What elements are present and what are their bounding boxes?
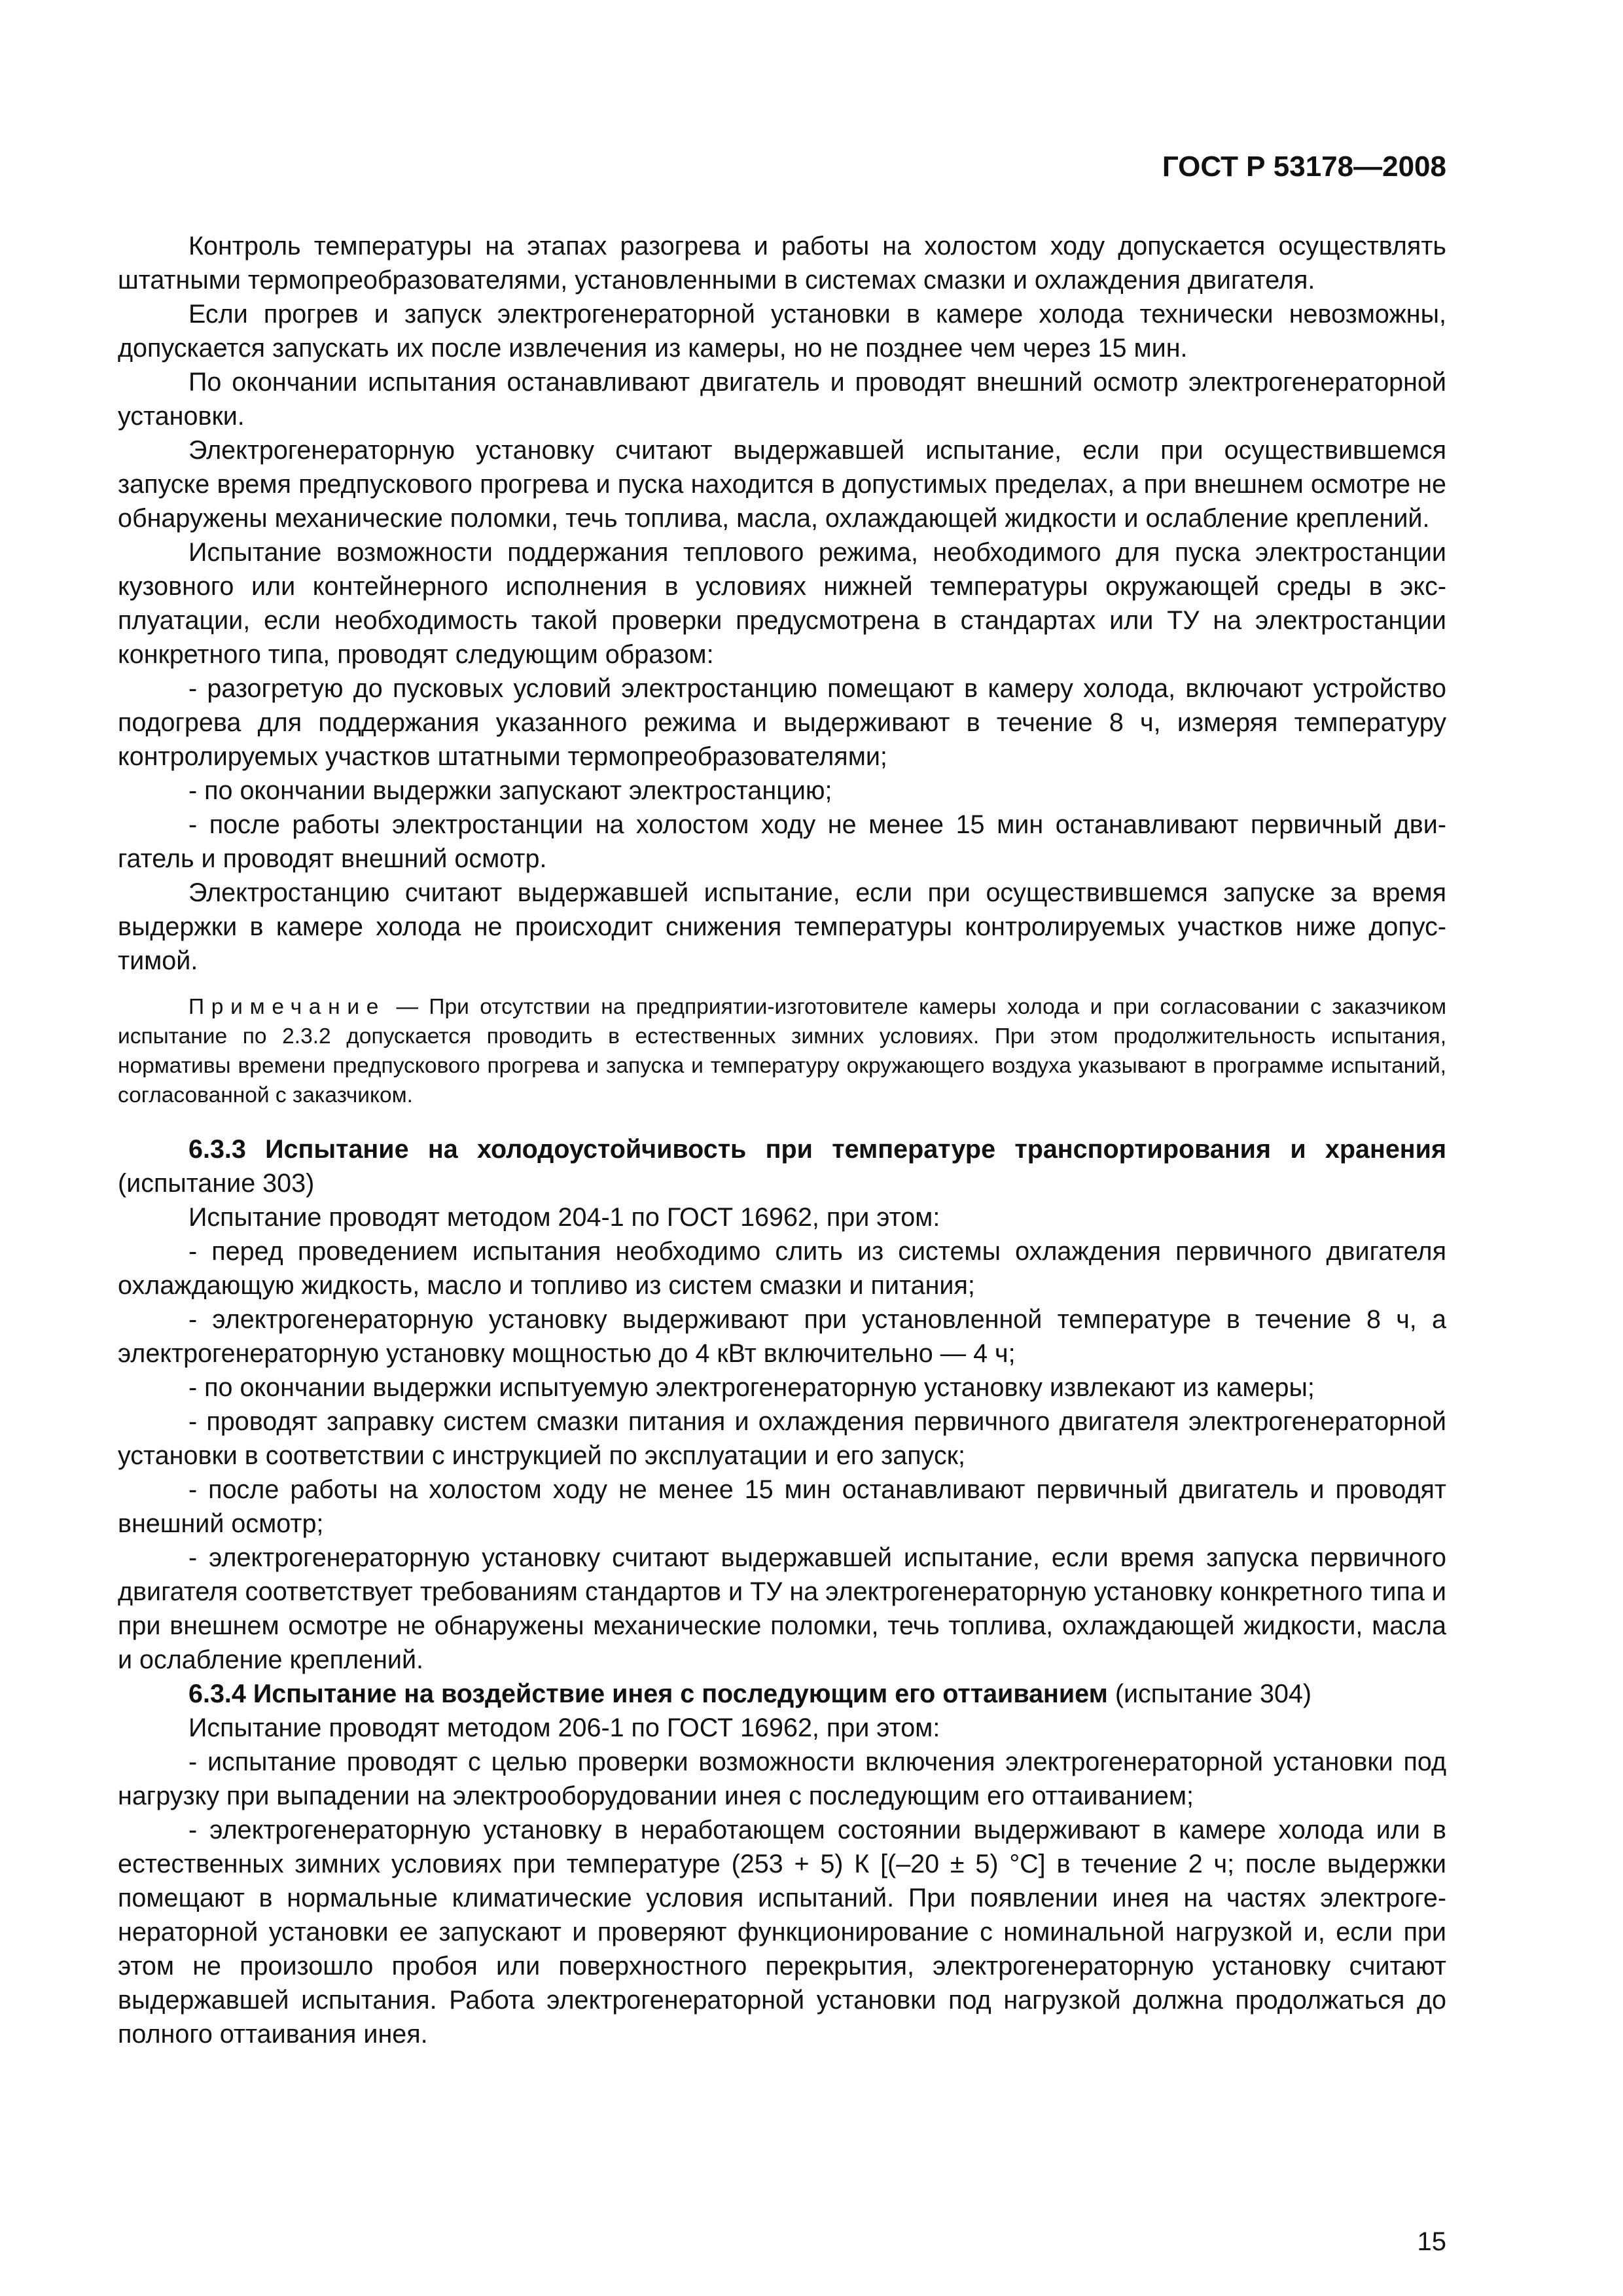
list-item: - испытание проводят с целью проверки возможности включения электрогенераторной установки под нагрузку при выпадении на электрооборудовании инея с последующим его оттаиванием; (118, 1748, 1446, 1810)
list-item: - разогретую до пусковых условий электростанцию помещают в камеру холода, включают устройство подогрева для поддержания указанного режима и выдерживают в течение 8 ч, измеряя температуру контролируемых участков штатными термопреобразователями; (118, 674, 1446, 771)
note-text: — При отсутствии на предприятии-изготовителе камеры холода и при согласовании с заказчиком испытание по 2.3.2 допускается проводить в естественных зимних условиях. При этом продолжительность испытания, нормативы времени предпускового прогрева и запуска и температуру окружающего воздуха указывают в программе испытаний, согласованной с заказчиком. (118, 995, 1446, 1107)
paragraph: Если прогрев и запуск электрогенераторной установки в камере холода технически невозможны, допускается запускать их после извлечения из камеры, но не позднее чем через 15 мин. (118, 300, 1446, 363)
list-item: - после работы на холостом ходу не менее 15 мин останавливают первичный двигатель и проводят внешний осмотр; (118, 1475, 1446, 1538)
page-number: 15 (1417, 2227, 1446, 2256)
paragraph: По окончании испытания останавливают двигатель и проводят внешний осмотр электрогенераторной установки. (118, 368, 1446, 431)
paragraph: Испытание проводят методом 204-1 по ГОСТ 16962, при этом: (188, 1203, 940, 1232)
section-title-suffix: (испытание 303) (118, 1169, 315, 1198)
paragraph: Испытание возможности поддержания теплового режима, необходимого для пуска электростанции кузовного или контейнерного исполнения в условиях нижней температуры окружающей среды в эксплуатации, если необходимость такой проверки предусмотрена в стандартах или ТУ на электростанции конкретного типа, проводят следующим образом: (118, 538, 1446, 669)
document-standard-number: ГОСТ Р 53178—2008 (1162, 151, 1446, 183)
section-heading-6-3-4 (118, 1677, 1446, 1711)
list-item: - по окончании выдержки запускают электростанцию; (188, 776, 832, 805)
list-item: - по окончании выдержки испытуемую электрогенераторную установку извлекают из камеры; (188, 1373, 1315, 1402)
list-item: - после работы электростанции на холостом ходу не менее 15 мин останавливают первичный двигатель и проводят внешний осмотр. (118, 810, 1446, 873)
list-item: - электрогенераторную установку в неработающем состоянии выдерживают в камере холода или в естественных зимних условиях при температуре (253 + 5) К [(–20 ± 5) °С] в течение 2 ч; после выдержки помещают в нормальные климатические условия испытаний. При появлении инея на частях электрогенераторной установки ее запускают и проверяют функционирование с номинальной нагрузкой и, если при этом не произошло пробоя или поверхностного перекрытия, электрогенераторную установку считают выдержавшей испытания. Работа электрогенераторной установки под нагрузкой должна продолжаться до полного оттаивания инея. (118, 1816, 1446, 2049)
section-title: 6.3.4 Испытание на воздействие инея с последующим его оттаиванием (188, 1679, 1108, 1708)
paragraph: Электростанцию считают выдержавшей испытание, если при осуществившемся запуске за время выдержки в камере холода не происходит снижения температуры контролируемых участков ниже допустимой. (118, 878, 1446, 975)
paragraph: Электрогенераторную установку считают выдержавшей испытание, если при осуществившемся запуске время предпускового прогрева и пуска находится в допустимых пределах, а при внешнем осмотре не обнаружены механические поломки, течь топлива, масла, охлаждающей жидкости и ослабление креплений. (118, 436, 1446, 533)
section-title-suffix: (испытание 304) (1107, 1679, 1312, 1708)
list-item: - электрогенераторную установку считают выдержавшей испытание, если время запуска первичного двигателя соответствует требованиям стандартов и ТУ на электрогенераторную установку конкретного типа и при внешнем осмотре не обнаружены механические поломки, течь топлива, охлаждающей жидкости, масла и ослабление креплений. (118, 1543, 1446, 1674)
paragraph: Испытание проводят методом 206-1 по ГОСТ 16962, при этом: (188, 1713, 940, 1742)
document-body (118, 229, 1446, 2051)
list-item: - проводят заправку систем смазки питания и охлаждения первичного двигателя электрогенераторной установки в соответствии с инструкцией по эксплуатации и его запуск; (118, 1407, 1446, 1470)
note (118, 992, 1446, 1110)
note-label: Примечание (188, 995, 386, 1019)
section-heading-6-3-3 (118, 1132, 1446, 1200)
paragraph: Контроль температуры на этапах разогрева и работы на холостом ходу допускается осуществлять штатными термопреобразователями, установленными в системах смазки и охлаждения двигателя. (118, 232, 1446, 295)
section-title: 6.3.3 Испытание на холодоустойчивость при температуре транспортирования и хранения (188, 1135, 1446, 1164)
list-item: - электрогенераторную установку выдерживают при установленной температуре в течение 8 ч, а электрогенераторную установку мощностью до 4 кВт включительно — 4 ч; (118, 1305, 1446, 1368)
list-item: - перед проведением испытания необходимо слить из системы охлаждения первичного двигателя охлаждающую жидкость, масло и топливо из систем смазки и питания; (118, 1237, 1446, 1300)
